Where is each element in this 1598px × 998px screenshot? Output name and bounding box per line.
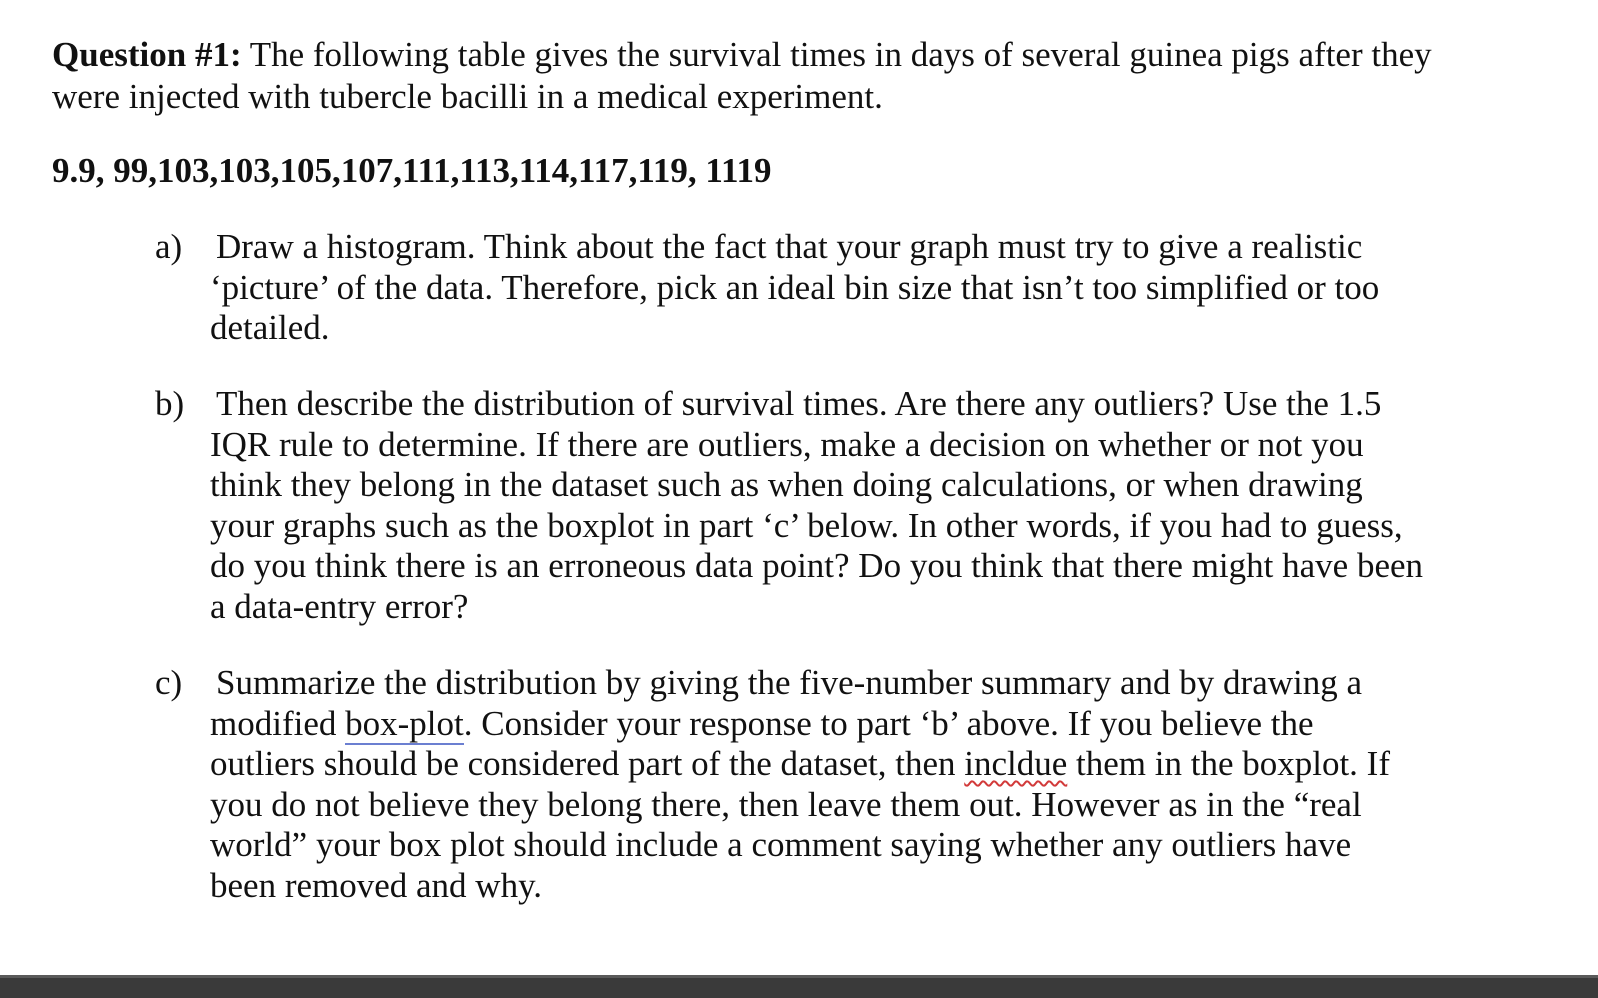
item-text-b: Then describe the distribution of survival times. Are there any outliers? Use the 1.5 IQR rule to determine. If there are outliers, make a decision on whether or not you think they belong in the dataset such as when doing calculations, or when drawing your graphs such as the boxplot in part ‘c’ below. In other words, if you had to guess, do you think there is an erroneous data point? Do you think that there might have been a data-entry error? — [210, 384, 1424, 626]
item-marker-c: c) — [155, 663, 183, 702]
item-text-c-part2: . Consider your response to part ‘b’ above. If you believe the outliers should be considered part of the dataset, then — [210, 703, 1314, 783]
question-label: Question #1: — [52, 35, 242, 74]
question-heading — [52, 34, 1452, 118]
data-values: 9.9, 99,103,103,105,107,111,113,114,117,119, 1119 — [52, 151, 772, 190]
item-text-a: Draw a histogram. Think about the fact that your graph must try to give a realistic ‘picture’ of the data. Therefore, pick an ideal bin size that isn’t too simplified or too detailed. — [210, 227, 1380, 347]
item-marker-a: a) — [155, 227, 183, 266]
list-item-a — [155, 227, 1425, 349]
misspelled-word[interactable]: incldue — [964, 744, 1068, 783]
item-text-c-part3: them in the boxplot. If you do not believe they belong there, then leave them out. However as in the “real world” your box plot should include a comment saying whether any outliers have been removed and why. — [210, 744, 1390, 905]
box-plot-link[interactable]: box-plot — [345, 703, 464, 743]
list-item-c — [155, 663, 1425, 906]
question-text: The following table gives the survival times in days of several guinea pigs after they were injected with tubercle bacilli in a medical experiment. — [52, 35, 1432, 116]
item-marker-b: b) — [155, 384, 185, 423]
item-text-c-part1: Summarize the distribution by giving the five-number summary and by drawing a modified — [210, 663, 1363, 743]
bottom-bar-edge — [0, 975, 1598, 978]
item-text-c — [155, 663, 1425, 906]
list-item-b — [155, 384, 1425, 627]
bottom-bar — [0, 975, 1598, 998]
